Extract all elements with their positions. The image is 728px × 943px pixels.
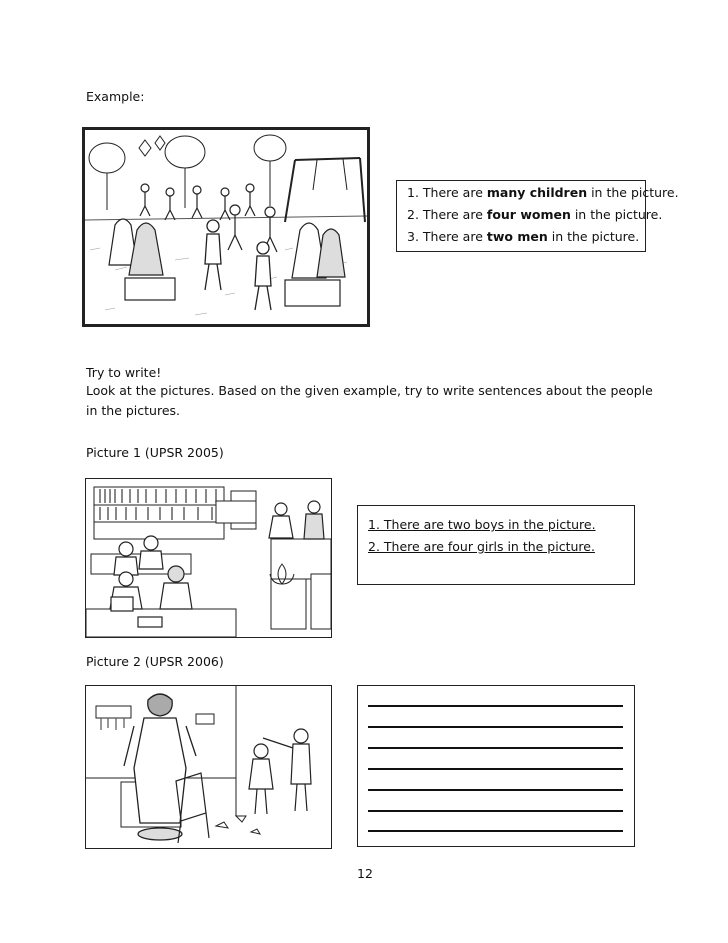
example-sentences-box	[396, 180, 679, 252]
picture-2-label: Picture 2 (UPSR 2006)	[86, 654, 224, 669]
picture-1-answer-2: 2. There are four girls in the picture.	[368, 539, 595, 554]
writing-line-7[interactable]	[368, 830, 623, 832]
picture-1-label: Picture 1 (UPSR 2005)	[86, 445, 224, 460]
example-heading: Example:	[86, 89, 145, 104]
page-number: 12	[357, 866, 373, 881]
library-illustration	[86, 479, 331, 637]
picture-1-answer-1: 1. There are two boys in the picture.	[368, 517, 596, 532]
writing-line-3[interactable]	[368, 747, 623, 749]
instructions-line-1: Look at the pictures. Based on the given example, try to write sentences about the people	[86, 383, 653, 398]
example-sentence-1: 1. There are many children in the picture.	[407, 185, 679, 200]
example-sentence-3: 3. There are two men in the picture.	[407, 229, 640, 244]
writing-line-4[interactable]	[368, 768, 623, 770]
writing-line-6[interactable]	[368, 810, 623, 812]
instructions-title: Try to write!	[86, 365, 162, 380]
instructions-line-2: in the pictures.	[86, 403, 181, 418]
picture-1-library	[85, 478, 332, 638]
picture-1-answers-box	[357, 505, 635, 585]
writing-line-1[interactable]	[368, 705, 623, 707]
example-sentence-2: 2. There are four women in the picture.	[407, 207, 663, 222]
picture-2-kitchen	[85, 685, 332, 849]
writing-line-5[interactable]	[368, 789, 623, 791]
playground-illustration	[85, 130, 367, 324]
example-picture-playground	[82, 127, 370, 327]
writing-line-2[interactable]	[368, 726, 623, 728]
picture-2-answer-lines-box	[357, 685, 635, 847]
kitchen-illustration	[86, 686, 331, 848]
